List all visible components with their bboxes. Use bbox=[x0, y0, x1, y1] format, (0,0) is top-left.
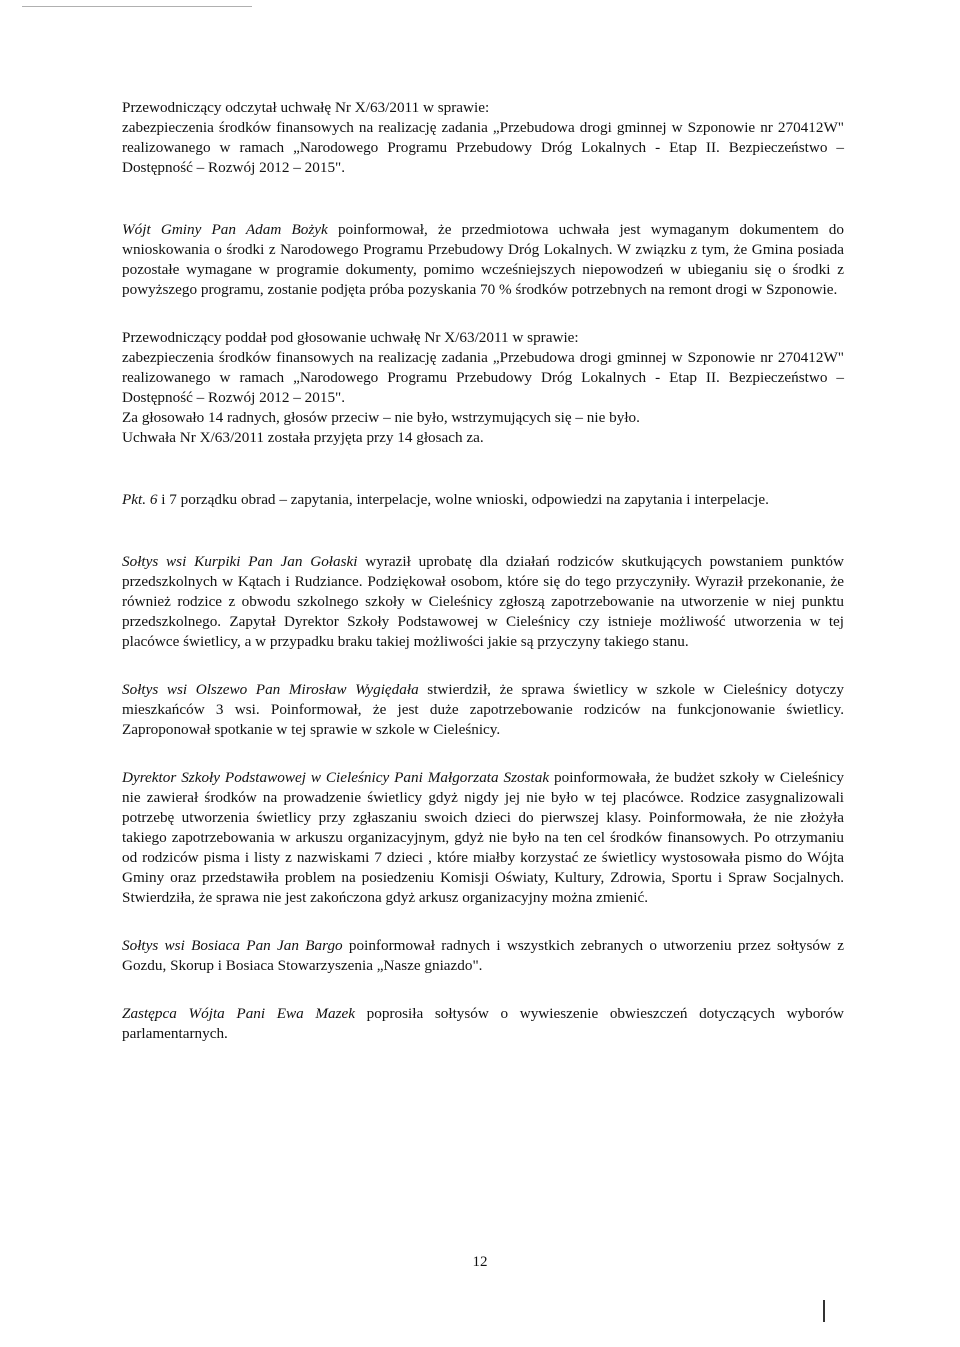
vote-result: Za głosowało 14 radnych, głosów przeciw – nie było, wstrzymujących się – nie było. bbox=[122, 409, 640, 426]
paragraph-soltys-olszewo bbox=[122, 680, 844, 740]
paragraph-text: i 7 porządku obrad – zapytania, interpelacje, wolne wnioski, odpowiedzi na zapytania i interpelacje. bbox=[157, 491, 769, 508]
speaker-name: Zastępca Wójta Pani Ewa Mazek bbox=[122, 1005, 356, 1022]
vote-outcome: Uchwała Nr X/63/2011 została przyjęta przy 14 głosach za. bbox=[122, 429, 484, 446]
paragraph-wojt-statement bbox=[122, 220, 844, 300]
paragraph-text: stwierdził, że sprawa świetlicy w szkole w Cieleśnicy dotyczy mieszkańców 3 wsi. Poinformował, że jest duże zapotrzebowanie rodziców na funkcjonowanie świetlicy. Zaproponował spotkanie w tej sprawie w szkole w Cieleśnicy. bbox=[122, 681, 844, 738]
paragraph-soltys-bosiaca bbox=[122, 936, 844, 976]
vote-intro: Przewodniczący poddał pod głosowanie uchwałę Nr X/63/2011 w sprawie: bbox=[122, 329, 579, 346]
paragraph-text: poinformował, że przedmiotowa uchwała jest wymaganym dokumentem do wnioskowania o środki z Narodowego Programu Przebudowy Dróg Lokalnych. W związku z tym, że Gmina posiada pozostałe wymagane w programie dokumenty, pomimo wcześniejszych niepowodzeń w ubieganiu się o środki z powyższego programu, zostanie podjęta próba pozyskania 70 % środków potrzebnych na remont drogi w Szponowie. bbox=[122, 221, 844, 298]
paragraph-dyrektor bbox=[122, 768, 844, 908]
paragraph-agenda-point bbox=[122, 490, 844, 510]
paragraph-text: poprosiła sołtysów o wywieszenie obwieszczeń dotyczących wyborów parlamentarnych. bbox=[122, 1005, 844, 1042]
agenda-point-label: Pkt. 6 bbox=[122, 491, 158, 508]
paragraph-vote bbox=[122, 328, 844, 448]
page-number: 12 bbox=[472, 1254, 488, 1270]
document-page bbox=[122, 98, 844, 1044]
resolution-read-subject: zabezpieczenia środków finansowych na realizację zadania „Przebudowa drogi gminnej w Szponowie nr 270412W" realizowanego w ramach „Narodowego Programu Przebudowy Dróg Lokalnych - Etap II. Bezpieczeństwo – Dostępność – Rozwój 2012 – 2015". bbox=[122, 119, 844, 176]
paragraph-zastepca-wojta bbox=[122, 1004, 844, 1044]
paragraph-soltys-kurpiki bbox=[122, 552, 844, 652]
speaker-name: Wójt Gminy Pan Adam Bożyk bbox=[122, 221, 328, 238]
speaker-name: Dyrektor Szkoły Podstawowej w Cieleśnicy Pani Małgorzata Szostak bbox=[122, 769, 550, 786]
paragraph-text: poinformowała, że budżet szkoły w Cieleśnicy nie zawierał środków na prowadzenie świetlicy gdyż nigdy jej nie było w tej placówce. Rodzice zasygnalizowali potrzebę utworzenia świetlicy przy zgłaszaniu swoich dzieci do pierwszej klasy. Poinformowała, że nie złożyła takiego zapotrzebowania w arkuszu organizacyjnym, gdyż nie było na ten cel środków finansowych. Po otrzymaniu od rodziców pisma i listy z nazwiskami 7 dzieci , które miałby korzystać ze świetlicy wystosowała pismo do Wójta Gminy oraz przedstawiła problem na posiedzeniu Komisji Oświaty, Kultury, Zdrowia, Sportu i Spraw Socjalnych. Stwierdziła, że sprawa nie jest zakończona gdyż arkusz organizacyjny można zmienić. bbox=[122, 769, 845, 906]
scan-artifact-top bbox=[22, 6, 252, 7]
paragraph-resolution-read bbox=[122, 98, 844, 178]
vote-subject: zabezpieczenia środków finansowych na realizację zadania „Przebudowa drogi gminnej w Szponowie nr 270412W" realizowanego w ramach „Narodowego Programu Przebudowy Dróg Lokalnych - Etap II. Bezpieczeństwo – Dostępność – Rozwój 2012 – 2015". bbox=[122, 349, 844, 406]
paragraph-text: poinformował radnych i wszystkich zebranych o utworzeniu przez sołtysów z Gozdu, Skorup i Bosiaca Stowarzyszenia „Nasze gniazdo". bbox=[122, 937, 844, 974]
speaker-name: Sołtys wsi Kurpiki Pan Jan Gołaski bbox=[122, 553, 358, 570]
paragraph-text: wyraził uprobatę dla działań rodziców skutkujących powstaniem punktów przedszkolnych w Kątach i Rudziance. Podziękował osobom, które się do tego przyczyniły. Wyraził przekonanie, że również rodzice z obwodu szkolnego szkoły w Cieleśnicy zgłoszą zapotrzebowanie na utworzenie w niej punktu przedszkolnego. Zapytał Dyrektor Szkoły Podstawowej w Cieleśnicy czy istnieje możliwość utworzenia w tej placówce świetlicy, a w przypadku braku takiej możliwości jakie są przyczyny takiego stanu. bbox=[122, 553, 844, 650]
scan-artifact-bottom bbox=[823, 1300, 825, 1322]
speaker-name: Sołtys wsi Olszewo Pan Mirosław Wygiędała bbox=[122, 681, 419, 698]
resolution-read-intro: Przewodniczący odczytał uchwałę Nr X/63/2011 w sprawie: bbox=[122, 99, 490, 116]
speaker-name: Sołtys wsi Bosiaca Pan Jan Bargo bbox=[122, 937, 343, 954]
